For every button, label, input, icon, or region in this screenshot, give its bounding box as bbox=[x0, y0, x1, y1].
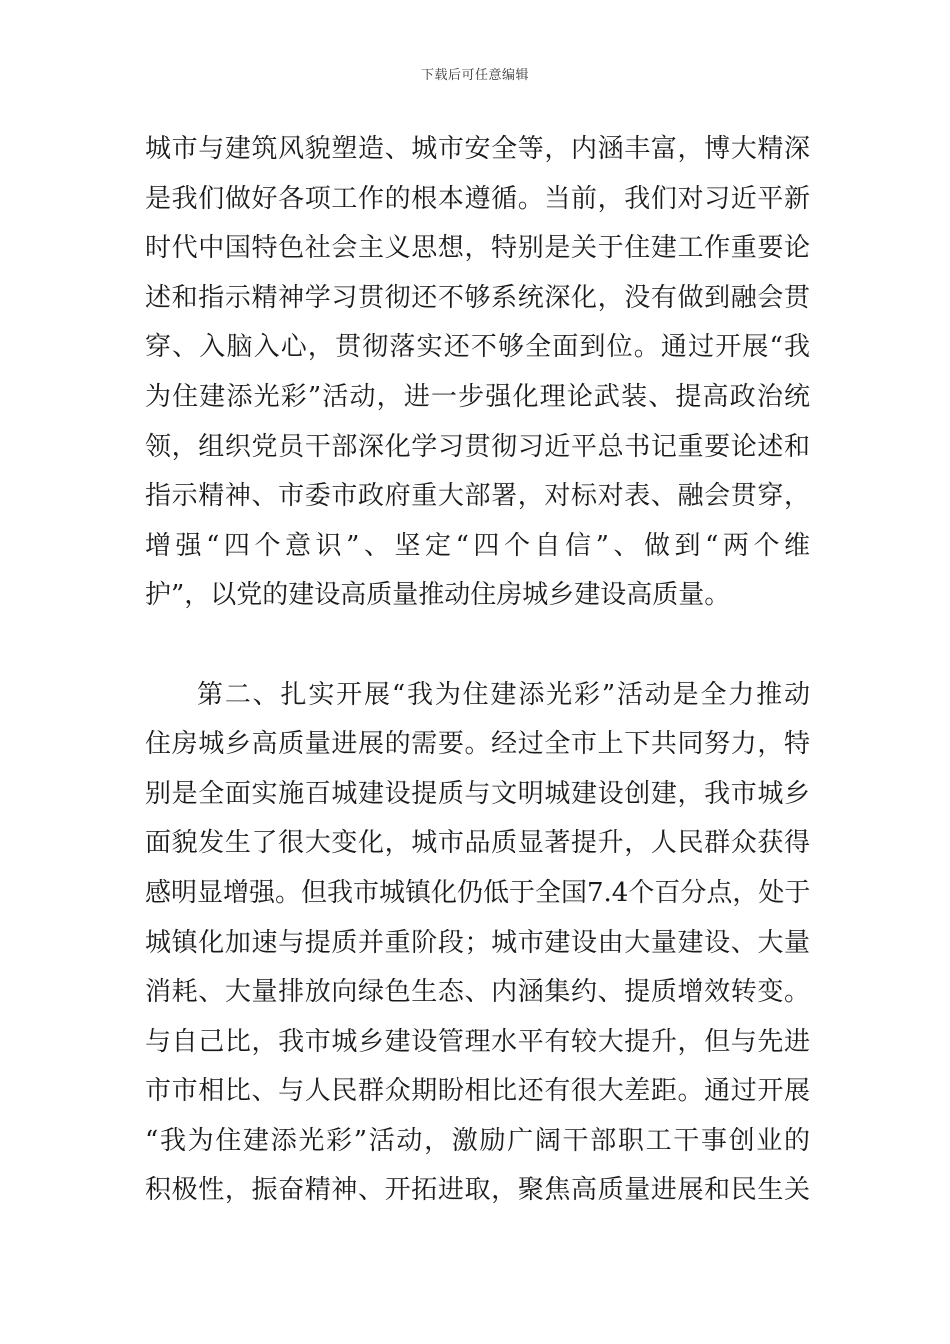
text-line: “我为住建添光彩”活动，激励广阔干部职工干事创业的 bbox=[145, 1125, 810, 1156]
page-header: 下载后可任意编辑 bbox=[420, 68, 529, 83]
text-line: 住房城乡高质量进展的需要。经过全市上下共同努力，特 bbox=[145, 729, 810, 760]
text-line: 指示精神、市委市政府重大部署，对标对表、融会贯穿， bbox=[145, 481, 810, 512]
text-line: 述和指示精神学习贯彻还不够系统深化，没有做到融会贯 bbox=[145, 282, 810, 313]
text-line: 消耗、大量排放向绿色生态、内涵集约、提质增效转变。 bbox=[145, 977, 810, 1008]
text-line: 与自己比，我市城乡建设管理水平有较大提升，但与先进 bbox=[145, 1026, 810, 1057]
text-line: 城镇化加速与提质并重阶段；城市建设由大量建设、大量 bbox=[145, 927, 810, 958]
text-line: 别是全面实施百城建设提质与文明城建设创建，我市城乡 bbox=[145, 778, 810, 809]
text-line: 护”，以党的建设高质量推动住房城乡建设高质量。 bbox=[145, 580, 731, 611]
text-line: 为住建添光彩”活动，进一步强化理论武装、提高政治统 bbox=[145, 381, 810, 412]
paragraph-spacer bbox=[145, 621, 810, 671]
text-line: 积极性，振奋精神、开拓进取，聚焦高质量进展和民生关 bbox=[145, 1175, 810, 1206]
paragraph-1 bbox=[145, 125, 810, 621]
document-body bbox=[145, 125, 810, 1216]
text-line: 是我们做好各项工作的根本遵循。当前，我们对习近平新 bbox=[145, 183, 810, 214]
text-line: 时代中国特色社会主义思想，特别是关于住建工作重要论 bbox=[145, 233, 810, 264]
text-line: 领，组织党员干部深化学习贯彻习近平总书记重要论述和 bbox=[145, 431, 810, 462]
text-line: 市市相比、与人民群众期盼相比还有很大差距。通过开展 bbox=[145, 1076, 810, 1107]
text-line: 面貌发生了很大变化，城市品质显著提升，人民群众获得 bbox=[145, 828, 810, 859]
text-line: 第二、扎实开展“我为住建添光彩”活动是全力推动 bbox=[197, 679, 810, 710]
text-line: 感明显增强。但我市城镇化仍低于全国7.4个百分点，处于 bbox=[145, 877, 811, 908]
text-line: 增强“四个意识”、坚定“四个自信”、做到“两个维 bbox=[145, 530, 810, 561]
text-line: 城市与建筑风貌塑造、城市安全等，内涵丰富，博大精深 bbox=[145, 134, 810, 164]
paragraph-2 bbox=[145, 671, 810, 1217]
text-line: 穿、入脑入心，贯彻落实还不够全面到位。通过开展“我 bbox=[145, 332, 810, 363]
